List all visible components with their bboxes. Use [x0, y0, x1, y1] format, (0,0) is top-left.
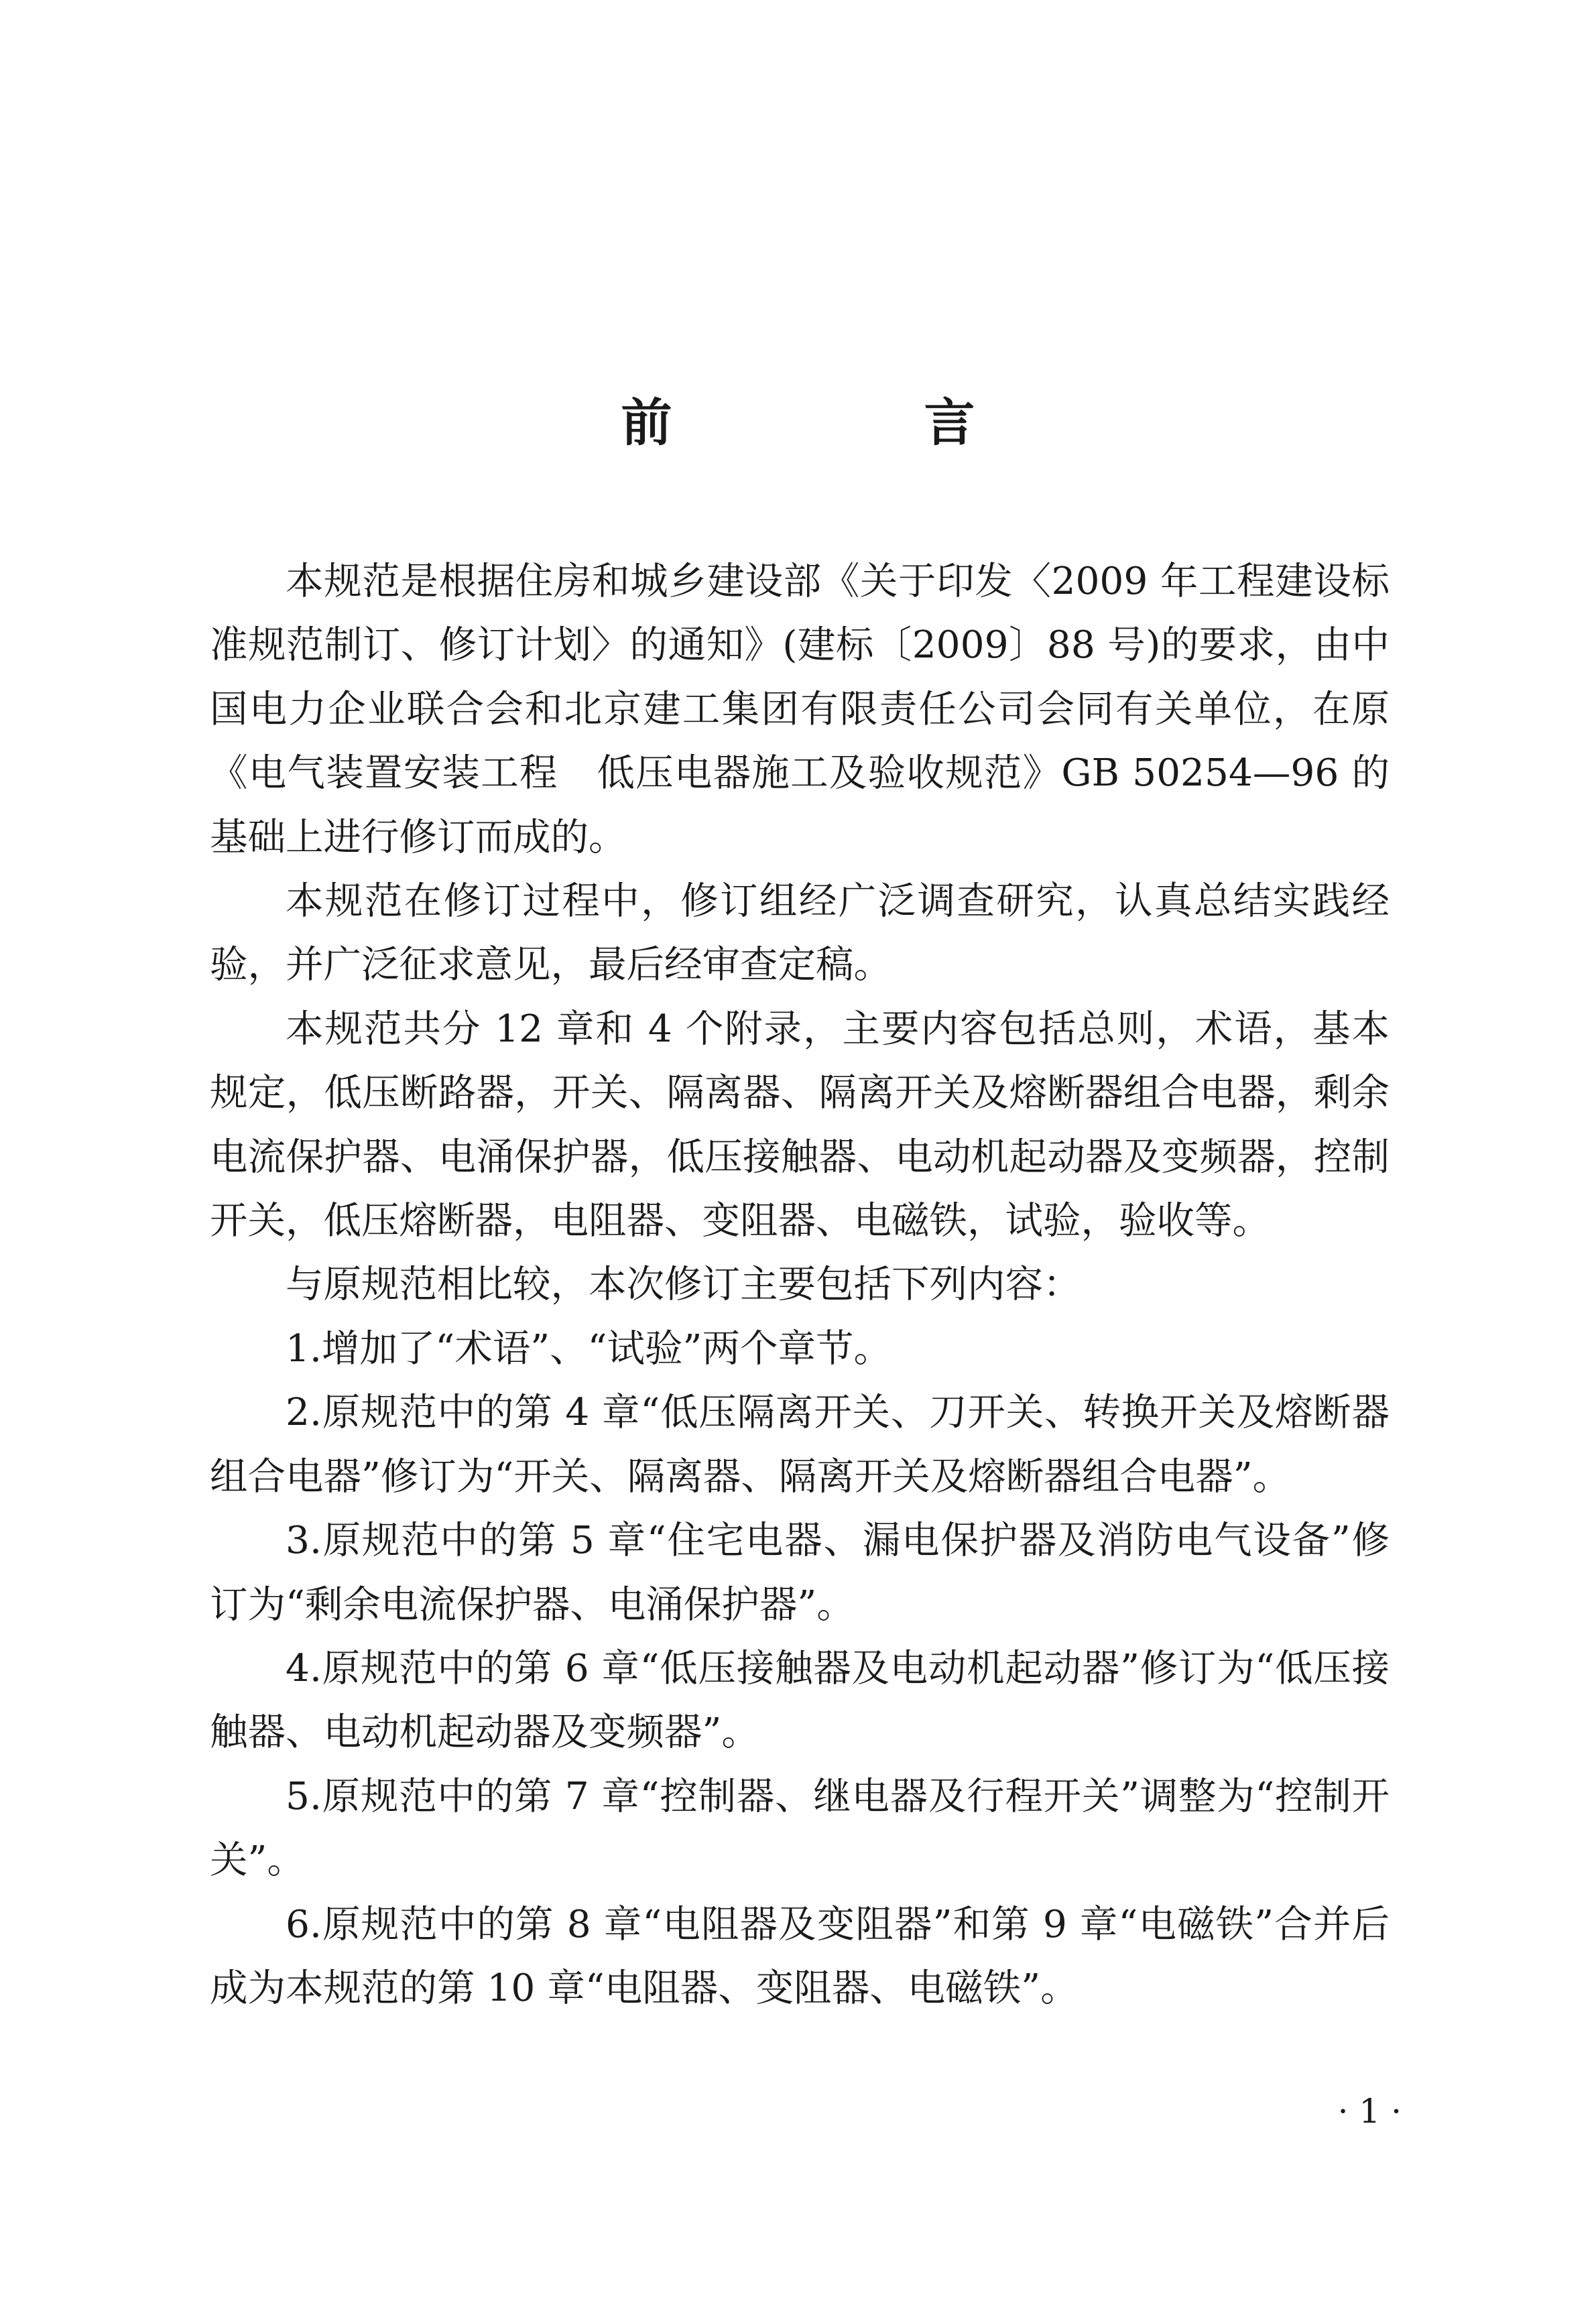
preface-body	[210, 550, 1390, 2020]
list-item-2: 2.原规范中的第 4 章“低压隔离开关、刀开关、转换开关及熔断器组合电器”修订为“开关、隔离器、隔离开关及熔断器组合电器”。	[210, 1391, 1390, 1499]
paragraph-4: 与原规范相比较，本次修订主要包括下列内容：	[286, 1263, 1081, 1307]
paragraph-3: 本规范共分 12 章和 4 个附录，主要内容包括总则，术语，基本规定，低压断路器，开关、隔离器、隔离开关及熔断器组合电器，剩余电流保护器、电涌保护器，低压接触器、电动机起动器及变频器，控制开关，低压熔断器，电阻器、变阻器、电磁铁，试验，验收等。	[210, 1007, 1390, 1243]
paragraph-2: 本规范在修订过程中，修订组经广泛调查研究，认真总结实践经验，并广泛征求意见，最后经审查定稿。	[210, 879, 1390, 987]
page-number: · 1 ·	[1337, 2092, 1402, 2131]
list-item-5: 5.原规范中的第 7 章“控制器、继电器及行程开关”调整为“控制开关”。	[210, 1774, 1390, 1883]
paragraph-1: 本规范是根据住房和城乡建设部《关于印发〈2009 年工程建设标准规范制订、修订计划〉的通知》(建标〔2009〕88 号)的要求，由中国电力企业联合会和北京建工集团有限责任公司会同有关单位，在原《电气装置安装工程 低压电器施工及验收规范》GB 50254—96 的基础上进行修订而成的。	[210, 560, 1390, 859]
page-title: 前 言	[621, 392, 1076, 452]
list-item-1: 1.增加了“术语”、“试验”两个章节。	[286, 1326, 892, 1371]
list-item-3: 3.原规范中的第 5 章“住宅电器、漏电保护器及消防电气设备”修订为“剩余电流保护器、电涌保护器”。	[210, 1519, 1390, 1627]
list-item-4: 4.原规范中的第 6 章“低压接触器及电动机起动器”修订为“低压接触器、电动机起动器及变频器”。	[210, 1646, 1390, 1755]
list-item-6: 6.原规范中的第 8 章“电阻器及变阻器”和第 9 章“电磁铁”合并后成为本规范的第 10 章“电阻器、变阻器、电磁铁”。	[210, 1902, 1390, 2010]
